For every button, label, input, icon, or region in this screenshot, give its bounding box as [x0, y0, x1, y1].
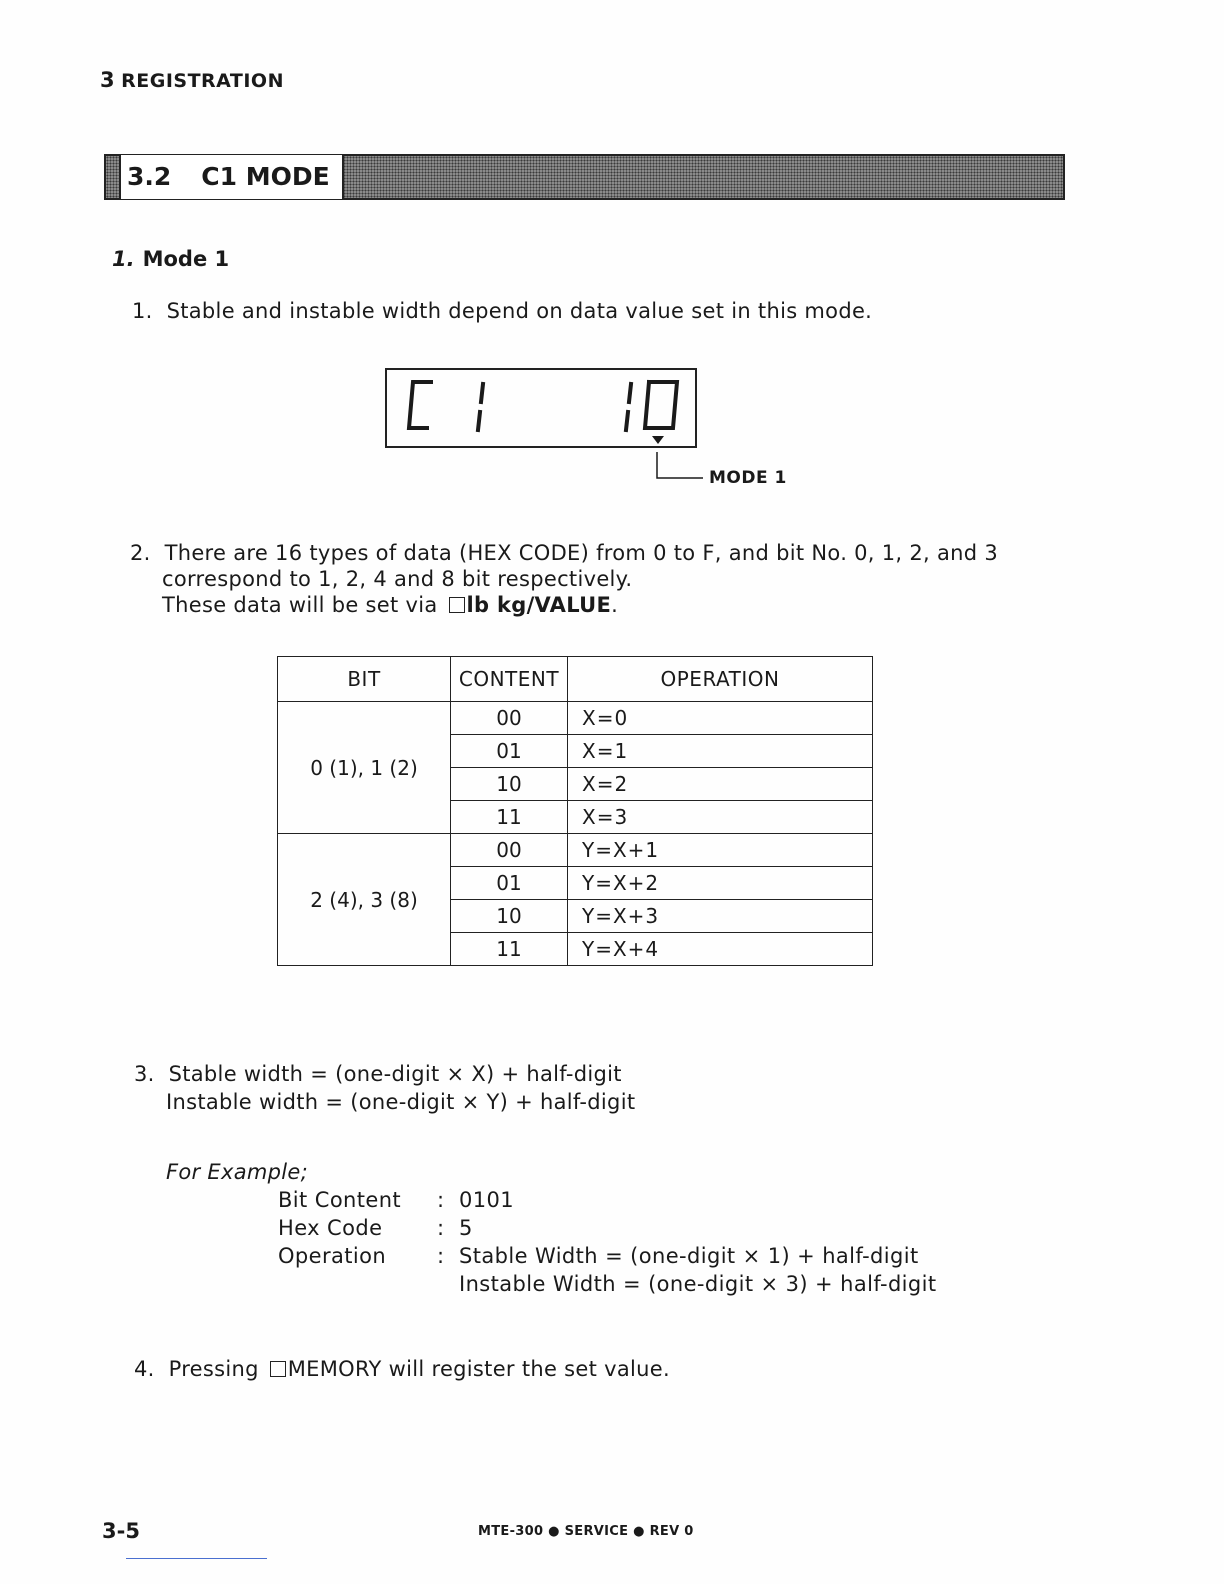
- segment-1-right: [626, 384, 631, 430]
- segment-1-left: [478, 384, 483, 430]
- example-colon: :: [437, 1244, 445, 1268]
- bit-group-cell: 0 (1), 1 (2): [278, 702, 451, 834]
- operation-cell: Y=X+2: [568, 867, 873, 900]
- document-id: MTE-300 ● SERVICE ● REV 0: [478, 1524, 694, 1539]
- item-2-line2: correspond to 1, 2, 4 and 8 bit respectively.: [162, 567, 633, 591]
- section-title: [119, 155, 344, 199]
- bit-group-cell: 2 (4), 3 (8): [278, 834, 451, 966]
- chapter-title: REGISTRATION: [121, 70, 284, 92]
- pointer-arrow-icon: [652, 436, 664, 444]
- item-3-line2: Instable width = (one-digit × Y) + half-digit: [166, 1090, 636, 1114]
- subsection-title: Mode 1: [142, 247, 230, 271]
- item-4-pre: Pressing: [168, 1357, 266, 1381]
- page-number: 3-5: [102, 1519, 140, 1543]
- lcd-segments: [387, 370, 699, 450]
- example-hex-code-value: 5: [459, 1216, 473, 1240]
- item-2-line3-text: These data will be set via: [162, 593, 445, 617]
- item-1-number: 1.: [132, 299, 153, 323]
- item-1-text: Stable and instable width depend on data value set in this mode.: [166, 299, 873, 323]
- lcd-display: [385, 368, 697, 448]
- operation-cell: X=2: [568, 768, 873, 801]
- operation-cell: Y=X+3: [568, 900, 873, 933]
- example-heading: For Example;: [166, 1160, 309, 1184]
- footer-rule: [126, 1558, 267, 1559]
- item-3-number: 3.: [134, 1062, 155, 1086]
- item-2-line3: [130, 592, 1090, 618]
- item-2-line3-end: .: [611, 593, 619, 617]
- operation-cell: X=3: [568, 801, 873, 834]
- content-cell: 00: [451, 834, 568, 867]
- item-3-line1: Stable width = (one-digit × X) + half-digit: [168, 1062, 622, 1086]
- table-row: [278, 834, 873, 867]
- content-cell: 01: [451, 735, 568, 768]
- example-colon: :: [437, 1188, 445, 1212]
- header-operation: OPERATION: [568, 657, 873, 702]
- example-colon: :: [437, 1216, 445, 1240]
- section-name: C1 MODE: [201, 162, 330, 191]
- content-cell: 11: [451, 801, 568, 834]
- chapter-number: 3: [100, 68, 116, 92]
- item-2: [130, 540, 1090, 618]
- operation-cell: Y=X+1: [568, 834, 873, 867]
- key-icon: [449, 597, 465, 613]
- example-operation-line1: Stable Width = (one-digit × 1) + half-digit: [459, 1244, 919, 1268]
- item-4-post: will register the set value.: [381, 1357, 670, 1381]
- item-2-number: 2.: [130, 541, 151, 565]
- item-4: [134, 1356, 670, 1382]
- table-row: [278, 702, 873, 735]
- item-4-number: 4.: [134, 1357, 155, 1381]
- key-label: lb kg/VALUE: [466, 593, 612, 617]
- subsection-heading: [112, 247, 229, 271]
- header-content: CONTENT: [451, 657, 568, 702]
- operation-cell: X=1: [568, 735, 873, 768]
- operation-cell: X=0: [568, 702, 873, 735]
- key-icon: [270, 1361, 286, 1377]
- item-3: [134, 1060, 635, 1116]
- segment-0: [645, 382, 677, 428]
- section-number: 3.2: [127, 162, 172, 191]
- content-cell: 00: [451, 702, 568, 735]
- subsection-number: 1.: [112, 247, 135, 271]
- mode-label: MODE 1: [709, 468, 787, 488]
- operation-table: [277, 656, 873, 966]
- segment-c: [409, 382, 431, 428]
- item-2-line1: There are 16 types of data (HEX CODE) from 0 to F, and bit No. 0, 1, 2, and 3: [164, 541, 999, 565]
- operation-cell: Y=X+4: [568, 933, 873, 966]
- content-cell: 11: [451, 933, 568, 966]
- example-bit-content-value: 0101: [459, 1188, 515, 1212]
- item-1: [132, 298, 872, 324]
- table-header-row: [278, 657, 873, 702]
- chapter-heading: [100, 68, 284, 92]
- example-operation-label: Operation: [278, 1244, 387, 1268]
- mode-pointer-line: [655, 452, 705, 482]
- content-cell: 01: [451, 867, 568, 900]
- example-operation-line2: Instable Width = (one-digit × 3) + half-digit: [459, 1272, 937, 1296]
- example-hex-code-label: Hex Code: [278, 1216, 383, 1240]
- memory-key-label: MEMORY: [287, 1357, 382, 1381]
- content-cell: 10: [451, 768, 568, 801]
- header-bit: BIT: [278, 657, 451, 702]
- content-cell: 10: [451, 900, 568, 933]
- example-bit-content-label: Bit Content: [278, 1188, 402, 1212]
